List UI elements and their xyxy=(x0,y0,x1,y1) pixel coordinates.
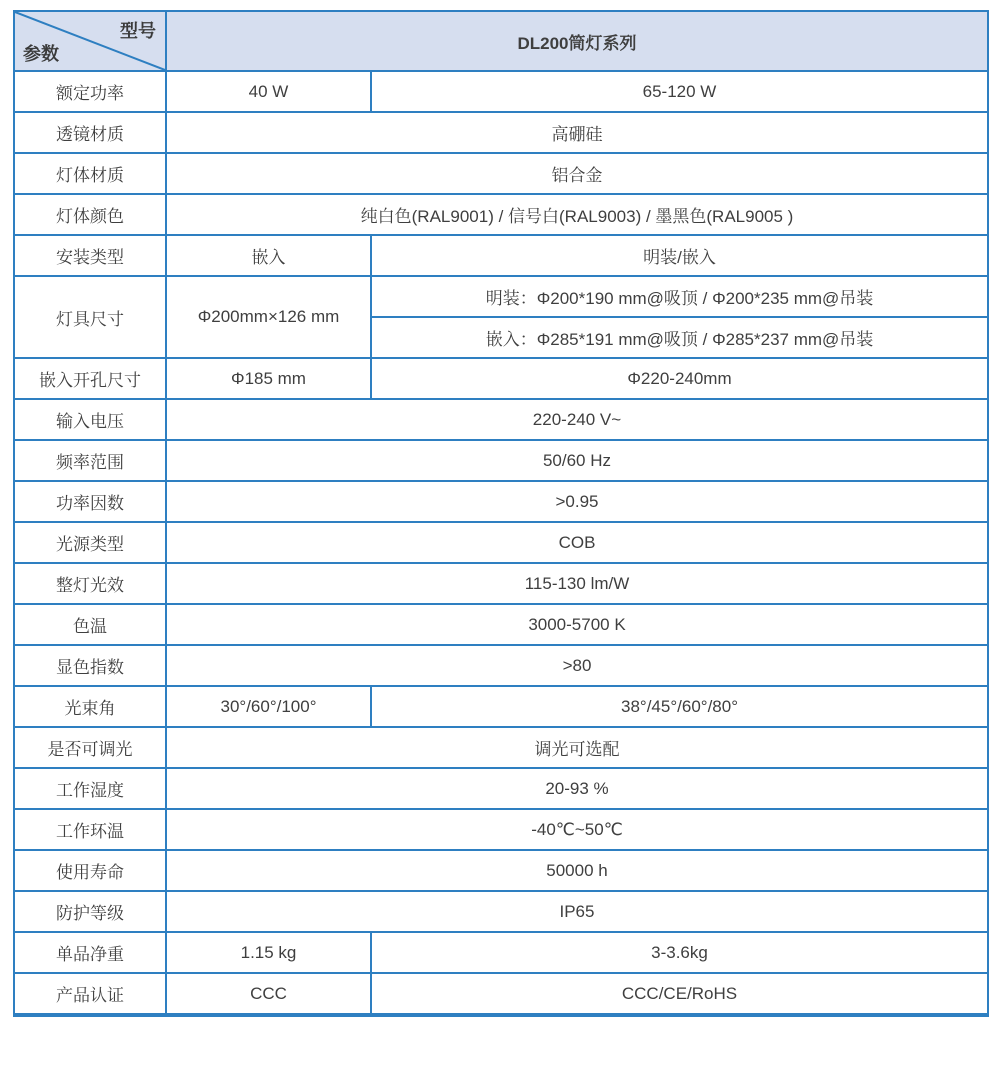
row-value-left: 30°/60°/100° xyxy=(166,686,371,727)
row-label: 额定功率 xyxy=(14,71,166,112)
row-label: 光源类型 xyxy=(14,522,166,563)
row-label: 输入电压 xyxy=(14,399,166,440)
row-value-right: CCC/CE/RoHS xyxy=(371,973,988,1015)
row-label: 功率因数 xyxy=(14,481,166,522)
table-row xyxy=(14,809,988,850)
row-value-span: COB xyxy=(166,522,988,563)
row-label: 灯体颜色 xyxy=(14,194,166,235)
row-label: 是否可调光 xyxy=(14,727,166,768)
corner-param-label: 参数 xyxy=(23,44,59,64)
table-row xyxy=(14,399,988,440)
row-value-span: 220-240 V~ xyxy=(166,399,988,440)
table-header-row xyxy=(14,11,988,71)
row-value-span: 115-130 lm/W xyxy=(166,563,988,604)
table-row xyxy=(14,604,988,645)
table-row xyxy=(14,481,988,522)
series-title: DL200筒灯系列 xyxy=(166,11,988,71)
table-row xyxy=(14,522,988,563)
row-value-left: 1.15 kg xyxy=(166,932,371,973)
row-value-span: -40℃~50℃ xyxy=(166,809,988,850)
spec-table xyxy=(13,10,989,1017)
table-row xyxy=(14,850,988,891)
row-value-right-bottom: 嵌入：Φ285*191 mm@吸顶 / Φ285*237 mm@吊装 xyxy=(371,317,988,358)
table-row xyxy=(14,71,988,112)
table-row xyxy=(14,440,988,481)
row-value-left: Φ200mm×126 mm xyxy=(166,276,371,358)
row-value-span: >80 xyxy=(166,645,988,686)
row-label: 色温 xyxy=(14,604,166,645)
row-label: 显色指数 xyxy=(14,645,166,686)
row-value-span: 高硼硅 xyxy=(166,112,988,153)
row-value-right-top: 明装：Φ200*190 mm@吸顶 / Φ200*235 mm@吊装 xyxy=(371,276,988,317)
row-label: 单品净重 xyxy=(14,932,166,973)
table-row xyxy=(14,973,988,1015)
table-row xyxy=(14,153,988,194)
row-label: 工作湿度 xyxy=(14,768,166,809)
row-label: 光束角 xyxy=(14,686,166,727)
row-value-right: Φ220-240mm xyxy=(371,358,988,399)
corner-model-label: 型号 xyxy=(120,21,156,41)
row-value-span: 50/60 Hz xyxy=(166,440,988,481)
row-value-right: 38°/45°/60°/80° xyxy=(371,686,988,727)
row-label: 频率范围 xyxy=(14,440,166,481)
row-label: 灯体材质 xyxy=(14,153,166,194)
table-row xyxy=(14,891,988,932)
row-value-left: CCC xyxy=(166,973,371,1015)
row-label: 工作环温 xyxy=(14,809,166,850)
row-value-span: 铝合金 xyxy=(166,153,988,194)
table-row xyxy=(14,358,988,399)
table-row xyxy=(14,686,988,727)
table-row xyxy=(14,112,988,153)
table-row xyxy=(14,563,988,604)
row-value-left: 40 W xyxy=(166,71,371,112)
row-label: 安装类型 xyxy=(14,235,166,276)
row-value-span: IP65 xyxy=(166,891,988,932)
row-value-right: 3-3.6kg xyxy=(371,932,988,973)
row-value-span: 20-93 % xyxy=(166,768,988,809)
row-value-left: 嵌入 xyxy=(166,235,371,276)
row-value-span: 3000-5700 K xyxy=(166,604,988,645)
table-row xyxy=(14,932,988,973)
row-value-span: 纯白色(RAL9001) / 信号白(RAL9003) / 墨黑色(RAL9005 ) xyxy=(166,194,988,235)
row-label: 透镜材质 xyxy=(14,112,166,153)
table-row xyxy=(14,235,988,276)
table-row xyxy=(14,194,988,235)
row-label: 整灯光效 xyxy=(14,563,166,604)
row-value-span: 调光可选配 xyxy=(166,727,988,768)
row-label: 灯具尺寸 xyxy=(14,276,166,358)
row-label: 产品认证 xyxy=(14,973,166,1015)
table-row xyxy=(14,276,988,317)
row-value-right: 65-120 W xyxy=(371,71,988,112)
row-value-span: 50000 h xyxy=(166,850,988,891)
table-row xyxy=(14,727,988,768)
table-row xyxy=(14,768,988,809)
table-row xyxy=(14,645,988,686)
row-value-right: 明装/嵌入 xyxy=(371,235,988,276)
row-value-span: >0.95 xyxy=(166,481,988,522)
row-label: 嵌入开孔尺寸 xyxy=(14,358,166,399)
corner-cell xyxy=(14,11,166,71)
row-label: 防护等级 xyxy=(14,891,166,932)
row-value-left: Φ185 mm xyxy=(166,358,371,399)
row-label: 使用寿命 xyxy=(14,850,166,891)
